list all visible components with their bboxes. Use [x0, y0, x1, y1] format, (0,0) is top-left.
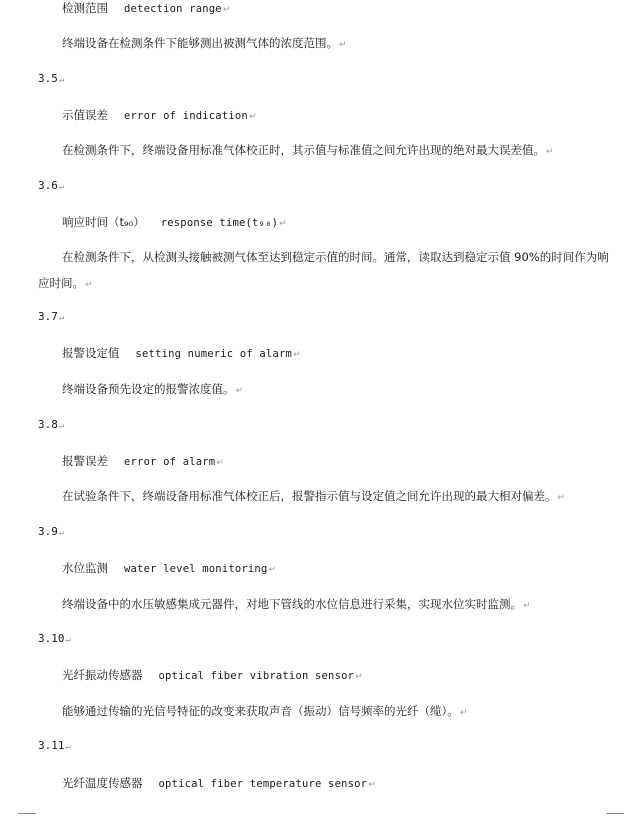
- clause-number: 3.11↵: [38, 739, 71, 752]
- clause-number: 3.5↵: [38, 72, 65, 85]
- paragraph-mark-icon: ↵: [368, 780, 376, 790]
- paragraph-mark-icon: ↵: [58, 528, 65, 538]
- paragraph-mark-icon: ↵: [222, 5, 231, 15]
- paragraph-mark-icon: ↵: [85, 280, 93, 290]
- definition-text: 在检测条件下，终端设备用标准气体校正时，其示值与标准值之间允许出现的绝对最大误差值。↵: [62, 143, 554, 157]
- page-corner-mark-left: [18, 813, 36, 814]
- definition-text: 终端设备中的水压敏感集成元器件，对地下管线的水位信息进行采集，实现水位实时监测。↵: [62, 597, 531, 611]
- paragraph-mark-icon: ↵: [65, 635, 71, 645]
- definition-text: 在试验条件下，终端设备用标准气体校正后，报警指示值与设定值之间允许出现的最大相对偏差。↵: [62, 489, 566, 503]
- paragraph-mark-icon: ↵: [58, 182, 65, 192]
- term-heading: 报警误差 error of alarm↵: [62, 454, 224, 468]
- term-heading: 示值误差 error of indication↵: [62, 108, 257, 122]
- paragraph-mark-icon: ↵: [339, 40, 347, 50]
- paragraph-mark-icon: ↵: [58, 75, 65, 85]
- definition-text: 能够通过传输的光信号特征的改变来获取声音（振动）信号频率的光纤（缆）。↵: [62, 704, 468, 718]
- clause-number: 3.7↵: [38, 310, 65, 323]
- paragraph-mark-icon: ↵: [355, 672, 363, 682]
- definition-text: 终端设备预先设定的报警浓度值。↵: [62, 382, 244, 396]
- definition-text: 在检测条件下，从检测头接触被测气体至达到稳定示值的时间。通常，读取达到稳定示值 90%的时间作为响应时间。↵: [38, 250, 609, 290]
- paragraph-mark-icon: ↵: [459, 708, 468, 718]
- paragraph-mark-icon: ↵: [235, 386, 244, 396]
- term-heading: 报警设定值 setting numeric of alarm↵: [62, 346, 301, 360]
- term-heading: 响应时间（t₉₀） response time(t₉₀)↵: [62, 215, 287, 229]
- clause-number: 3.10↵: [38, 632, 71, 645]
- term-heading: 光纤振动传感器 optical fiber vibration sensor↵: [62, 668, 363, 682]
- paragraph-mark-icon: ↵: [523, 601, 531, 611]
- paragraph-mark-icon: ↵: [58, 421, 65, 431]
- paragraph-mark-icon: ↵: [65, 742, 71, 752]
- clause-number: 3.6↵: [38, 179, 65, 192]
- paragraph-mark-icon: ↵: [293, 350, 301, 360]
- page-corner-mark-right: [606, 813, 624, 814]
- term-heading: 光纤温度传感器 optical fiber temperature sensor↵: [62, 776, 376, 790]
- paragraph-mark-icon: ↵: [279, 219, 287, 229]
- paragraph-mark-icon: ↵: [216, 458, 224, 468]
- paragraph-mark-icon: ↵: [268, 565, 277, 575]
- paragraph-mark-icon: ↵: [58, 313, 65, 323]
- term-heading: 水位监测 water level monitoring↵: [62, 561, 277, 575]
- paragraph-mark-icon: ↵: [248, 112, 257, 122]
- definition-text: 终端设备在检测条件下能够测出被测气体的浓度范围。↵: [62, 36, 347, 50]
- paragraph-mark-icon: ↵: [546, 147, 554, 157]
- term-heading: 检测范围 detection range↵: [62, 1, 231, 15]
- paragraph-mark-icon: ↵: [557, 493, 566, 503]
- clause-number: 3.8↵: [38, 418, 65, 431]
- clause-number: 3.9↵: [38, 525, 65, 538]
